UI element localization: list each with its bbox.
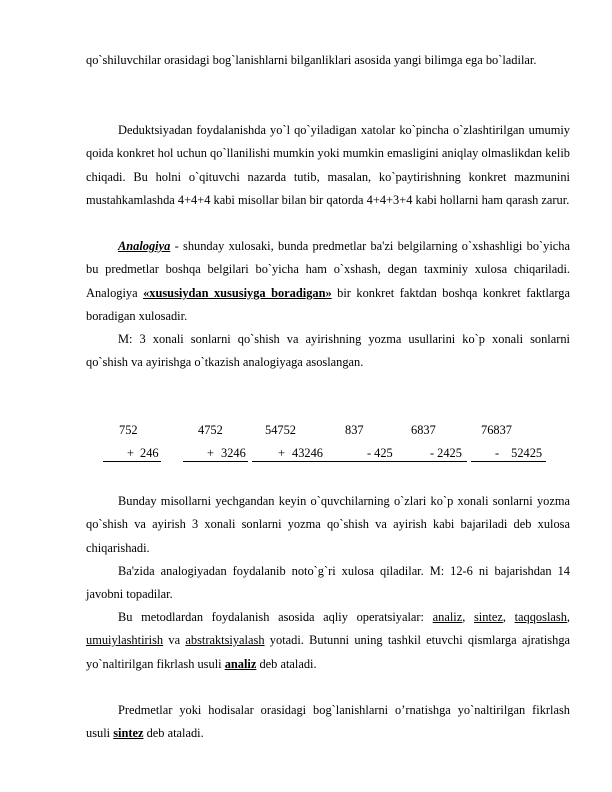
term-analiz-definition: analiz bbox=[224, 656, 257, 671]
example-1-bottom: + 246 bbox=[103, 445, 161, 462]
term-sintez-definition: sintez bbox=[113, 726, 144, 741]
paragraph-example-intro: M: 3 xonali sonlarni qo`shish va ayirishning yozma usullarini ko`p xonali sonlarni qo`shish va ayirishga o`tkazish analogiyaga asoslangan. bbox=[86, 332, 570, 370]
term-abstraktsiyalash: abstraktsiyalash bbox=[185, 633, 265, 648]
paragraph-continuation: qo`shiluvchilar orasidagi bog`lanishlarni bilganliklari asosida yangi bilimga ega bo`ladilar. bbox=[86, 53, 537, 67]
analogy-text-b: bir konkret faktdan boshqa konkret faktlarga boradigan xulosadir. bbox=[86, 285, 570, 323]
example-3-bottom: + 43246 bbox=[252, 445, 334, 462]
term-analogiya: Analogiya bbox=[118, 239, 171, 253]
analogy-quote: «xususiydan xususiyga boradigan» bbox=[143, 285, 332, 300]
example-5-top: 6837 bbox=[411, 423, 436, 437]
example-6-bottom: - 52425 bbox=[471, 445, 546, 462]
example-2-bottom: + 3246 bbox=[183, 445, 248, 462]
paragraph-conclusion: Bunday misollarni yechgandan keyin o`quvchilarning o`zlari ko`p xonali sonlarni yozma qo`shish va ayirish 3 xonali sonlarni yozma qo`shish va ayirish kabi bajariladi deb xulosa chiqarishadi. bbox=[86, 494, 570, 555]
paragraph-analogy-definition bbox=[86, 235, 570, 328]
term-sintez: sintez bbox=[473, 610, 503, 624]
example-4-bottom: - 425 bbox=[334, 445, 400, 462]
paragraph-mental-operations: Bu metodlardan foydalanish asosida aqliy operatsiyalar: analiz, sintez, taqqoslash, umuiylashtirish va abstraktsiyalash yotadi. Butunni uning tashkil etuvchi qismlarga ajratishga yo`naltirilgan fikrlash usuli analiz deb ataladi. bbox=[86, 610, 571, 671]
paragraph-wrong-analogy: Ba'zida analogiyadan foydalanib noto`g`ri xulosa qiladilar. M: 12-6 ni bajarishdan 14 javobni topadilar. bbox=[86, 564, 570, 602]
example-6-top: 76837 bbox=[481, 423, 512, 437]
paragraph-synthesis: Predmetlar yoki hodisalar orasidagi bog`lanishlarni o’rnatishga yo`naltirilgan fikrlash usuli sintez deb ataladi. bbox=[86, 703, 570, 741]
term-analiz: analiz bbox=[432, 610, 463, 624]
term-taqqoslash: taqqoslash bbox=[514, 610, 567, 624]
paragraph-deduction: Deduktsiyadan foydalanishda yo`l qo`yiladigan xatolar ko`pincha o`zlashtirilgan umumiy qoida konkret hol uchun qo`llanilishi mumkin yoki mumkin emasligini aniqlay olmaslikdan kelib chiqadi. Bu holni o`qituvchi nazarda tutib, masalan, ko`paytirishning konkret mazmunini mustahkamlashda 4+4+4 kabi misollar bilan bir qatorda 4+4+3+4 kabi hollarni ham qarash zarur. bbox=[86, 123, 570, 207]
analogy-text-a: - shunday xulosaki, bunda predmetlar ba'zi belgilarning o`xshashligi bo`yicha bu predmetlar boshqa belgilari bo`yicha ham o`xshash, degan taxminiy xulosa chiqariladi. Analogiya bbox=[86, 239, 570, 300]
example-1-top: 752 bbox=[119, 423, 138, 437]
example-2-top: 4752 bbox=[198, 423, 223, 437]
example-3-top: 54752 bbox=[265, 423, 296, 437]
example-5-bottom: - 2425 bbox=[400, 445, 467, 462]
term-umuiylashtirish: umuiylashtirish bbox=[86, 633, 164, 648]
example-4-top: 837 bbox=[345, 423, 364, 437]
